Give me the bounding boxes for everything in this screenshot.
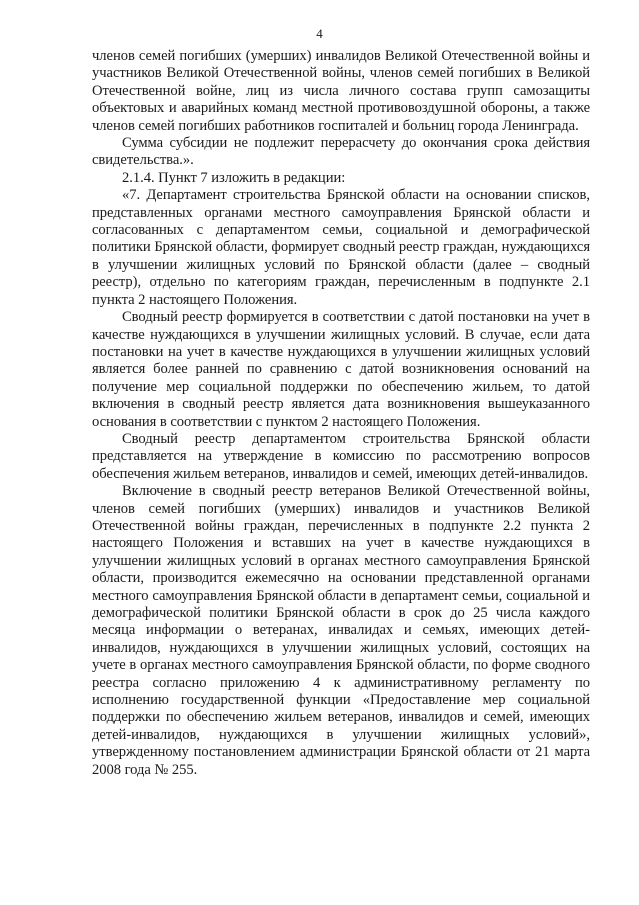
paragraph-registry-approval: Сводный реестр департаментом строительства Брянской области представляется на утверждение в комиссию по рассмотрению вопросов обеспечения жильем ветеранов, инвалидов и семей, имеющих детей-инвалидов. bbox=[92, 430, 590, 482]
paragraph-clause-heading: 2.1.4. Пункт 7 изложить в редакции: bbox=[122, 169, 346, 186]
document-body bbox=[92, 48, 590, 779]
page-number: 4 bbox=[316, 26, 323, 41]
paragraph-registry-inclusion: Включение в сводный реестр ветеранов Великой Отечественной войны, членов семей погибших (умерших) инвалидов и участников Великой Отечественной войны граждан, перечисленных в подпункте 2.2 пункта 2 настоящего Положения и вставших на учет в качестве нуждающихся в улучшении жилищных условий в органах местного самоуправления Брянской области, производится ежемесячно на основании представленной органами местного самоуправления Брянской области в департамент семьи, социальной и демографической политики Брянской области в срок до 25 числа каждого месяца информации о ветеранах, инвалидах и семьях, имеющих детей-инвалидов, нуждающихся в улучшении жилищных условий, состоящих на учете в органах местного самоуправления Брянской области, по форме сводного реестра согласно приложению 4 к административному регламенту по исполнению государственной функции «Предоставление мер социальной поддержки по обеспечению жильем ветеранов, инвалидов и семей, имеющих детей-инвалидов, нуждающихся в улучшении жилищных условий», утвержденному постановлением администрации Брянской области от 21 марта 2008 года № 255. bbox=[92, 483, 590, 778]
paragraph-subsidy-recalc: Сумма субсидии не подлежит перерасчету до окончания срока действия свидетельства.». bbox=[92, 135, 590, 169]
paragraph-clause-7: «7. Департамент строительства Брянской области на основании списков, представленных органами местного самоуправления Брянской области и согласованных с департаментом семьи, социальной и демографической политики Брянской области, формирует сводный реестр граждан, нуждающихся в улучшении жилищных условий по Брянской области (далее – сводный реестр), отдельно по категориям граждан, перечисленным в подпункте 2.1 пункта 2 настоящего Положения. bbox=[92, 187, 590, 308]
paragraph-registry-formation: Сводный реестр формируется в соответствии с датой постановки на учет в качестве нуждающихся в улучшении жилищных условий. В случае, если дата постановки на учет в качестве нуждающихся в улучшении жилищных условий является более ранней по сравнению с датой возникновения оснований на получение мер социальной поддержки по обеспечению жильем, то датой включения в сводный реестр является дата возникновения вышеуказанного основания в соответствии с пунктом 2 настоящего Положения. bbox=[92, 309, 590, 430]
paragraph-continuation: членов семей погибших (умерших) инвалидов Великой Отечественной войны и участников Великой Отечественной войны, членов семей погибших в Великой Отечественной войне, лиц из числа личного состава групп самозащиты объектовых и аварийных команд местной противовоздушной обороны, а также членов семей погибших работников госпиталей и больниц города Ленинграда. bbox=[92, 48, 590, 134]
